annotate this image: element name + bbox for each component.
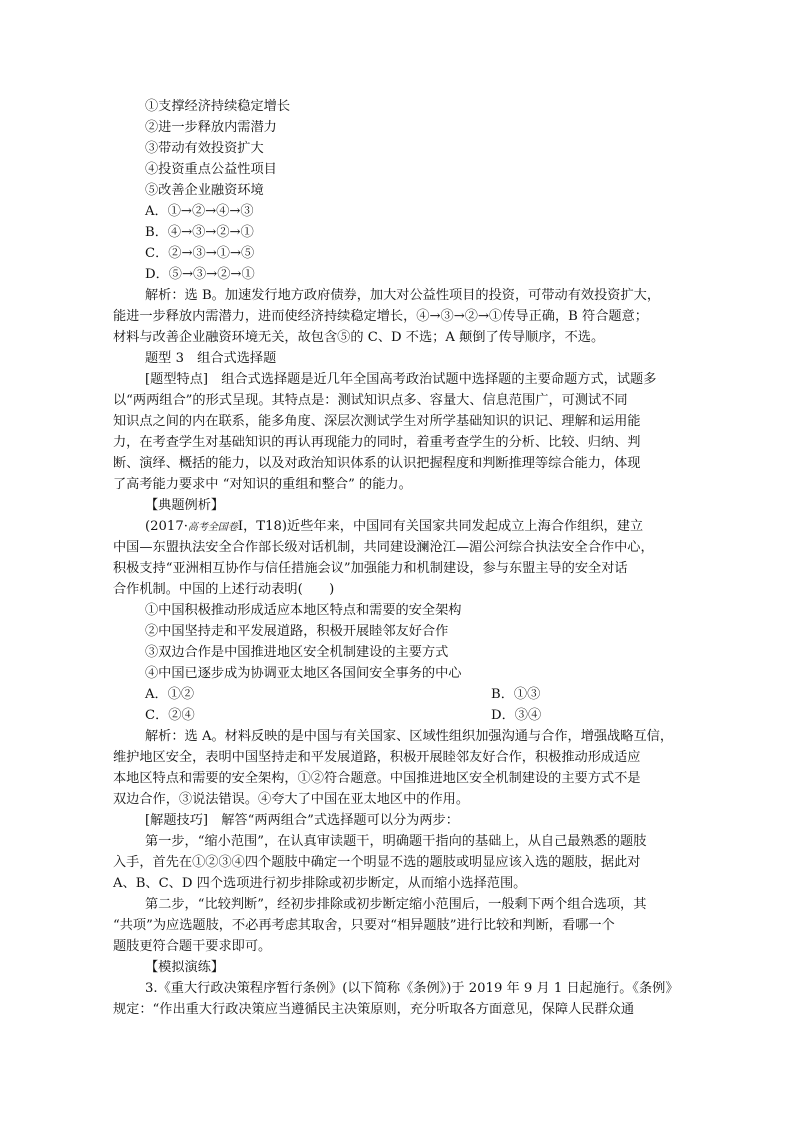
example-stem-line-3: 积极支持“亚洲相互协作与信任措施会议”加强能力和机制建设，参与东盟主导的安全对话 [113, 561, 628, 576]
example-option-c: C．②④ [145, 708, 195, 723]
feature-line-3: 知识点之间的内在联系，能多角度、深层次测试学生对所学基础知识的识记、理解和运用能 [113, 414, 641, 429]
example-item-3: ③双边合作是中国推进地区安全机制建设的主要方式 [145, 645, 449, 660]
example-source-year: (2017· [145, 519, 188, 534]
example-source-rest: Ⅰ，T18) [237, 519, 288, 534]
prev-item-4: ④投资重点公益性项目 [145, 162, 277, 177]
prev-option-d: D．⑤→③→②→① [145, 267, 255, 282]
example-item-1: ①中国积极推动形成适应本地区特点和需要的安全架构 [145, 603, 462, 618]
prev-option-c: C．②→③→①→⑤ [145, 246, 255, 261]
example-heading: 【典题例析】 [145, 498, 225, 513]
feature-line-5: 断、演绎、概括的能力，以及对政治知识体系的认识把握程度和判断推理等综合能力，体现 [113, 456, 641, 471]
q3-line-1: 3.《重大行政决策程序暂行条例》(以下简称《条例》)于 2019 年 9 月 1 日起施行。《条例》 [145, 981, 679, 996]
example-option-a: A．①② [145, 687, 195, 702]
drill-heading: 【模拟演练】 [145, 960, 225, 975]
prev-item-5: ⑤改善企业融资环境 [145, 183, 264, 198]
q3-line-2: 规定：“作出重大行政决策应当遵循民主决策原则，充分听取各方面意见，保障人民群众通 [113, 1002, 635, 1017]
example-option-d: D．③④ [491, 708, 542, 723]
prev-analysis-line-3: 材料与改善企业融资环境无关，故包含⑤的 C、D 不选；A 颠倒了传导顺序，不选。 [113, 330, 605, 345]
step2-line-1: 第二步，“比较判断”，经初步排除或初步断定缩小范围后，一般剩下两个组合选项，其 [145, 897, 647, 912]
example-analysis-line-3: 本地区特点和需要的安全架构，①②符合题意。中国推进地区安全机制建设的主要方式不是 [113, 771, 641, 786]
technique-intro: [解题技巧] 解答“两两组合”式选择题可以分为两步： [145, 813, 459, 828]
step1-line-3: A、B、C、D 四个选项进行初步排除或初步断定，从而缩小选择范围。 [113, 876, 527, 891]
feature-line-6: 了高考能力要求中 “对知识的重组和整合” 的能力。 [113, 477, 412, 492]
prev-item-1: ①支撑经济持续稳定增长 [145, 99, 291, 114]
feature-line-4: 力，在考查学生对基础知识的再认再现能力的同时，着重考查学生的分析、比较、归纳、判 [113, 435, 641, 450]
example-option-b: B．①③ [491, 687, 541, 702]
example-analysis-line-4: 双边合作，③说法错误。④夸大了中国在亚太地区中的作用。 [113, 792, 470, 807]
feature-line-2: 以“两两组合”的形式呈现。其特点是：测试知识点多、容量大、信息范围广，可测试不同 [113, 393, 628, 408]
prev-item-2: ②进一步释放内需潜力 [145, 120, 277, 135]
step1-line-1: 第一步，“缩小范围”，在认真审读题干，明确题干指向的基础上，从自己最熟悉的题肢 [145, 834, 647, 849]
example-source-exam: 高考全国卷 [187, 522, 238, 533]
step1-line-2: 入手，首先在①②③④四个题肢中确定一个明显不选的题肢或明显应该入选的题肢，据此对 [113, 855, 641, 870]
example-item-2: ②中国坚持走和平发展道路，积极开展睦邻友好合作 [145, 624, 449, 639]
example-item-4: ④中国已逐步成为协调亚太地区各国间安全事务的中心 [145, 666, 462, 681]
prev-item-3: ③带动有效投资扩大 [145, 141, 264, 156]
section-title: 题型 3 组合式选择题 [145, 351, 277, 366]
step2-line-2: “共项”为应选题肢，不必再考虑其取舍，只要对“相异题肢”进行比较和判断，看哪一个 [113, 918, 615, 933]
example-stem-line-2: 中国—东盟执法安全合作部长级对话机制，共同建设澜沧江—湄公河综合执法安全合作中心， [113, 540, 654, 555]
example-analysis-line-1: 解析：选 A。材料反映的是中国与有关国家、区域性组织加强沟通与合作，增强战略互信， [145, 729, 674, 744]
prev-option-b: B．④→③→②→① [145, 225, 254, 240]
prev-analysis-line-2: 能进一步释放内需潜力，进而使经济持续稳定增长，④→③→②→①传导正确，B 符合题意； [113, 309, 648, 324]
example-stem-line-4: 合作机制。中国的上述行动表明( ) [113, 582, 335, 597]
prev-analysis-line-1: 解析：选 B。加速发行地方政府债券，加大对公益性项目的投资，可带动有效投资扩大， [145, 288, 661, 303]
example-stem-first: 近些年来，中国同有关国家共同发起成立上海合作组织，建立 [287, 519, 644, 534]
example-analysis-line-2: 维护地区安全，表明中国坚持走和平发展道路，积极开展睦邻友好合作，积极推动形成适应 [113, 750, 641, 765]
step2-line-3: 题肢更符合题干要求即可。 [113, 939, 272, 954]
feature-line-1: [题型特点] 组合式选择题是近几年全国高考政治试题中选择题的主要命题方式，试题多 [145, 372, 657, 387]
prev-option-a: A．①→②→④→③ [145, 204, 254, 219]
example-stem-line-1 [145, 517, 643, 537]
